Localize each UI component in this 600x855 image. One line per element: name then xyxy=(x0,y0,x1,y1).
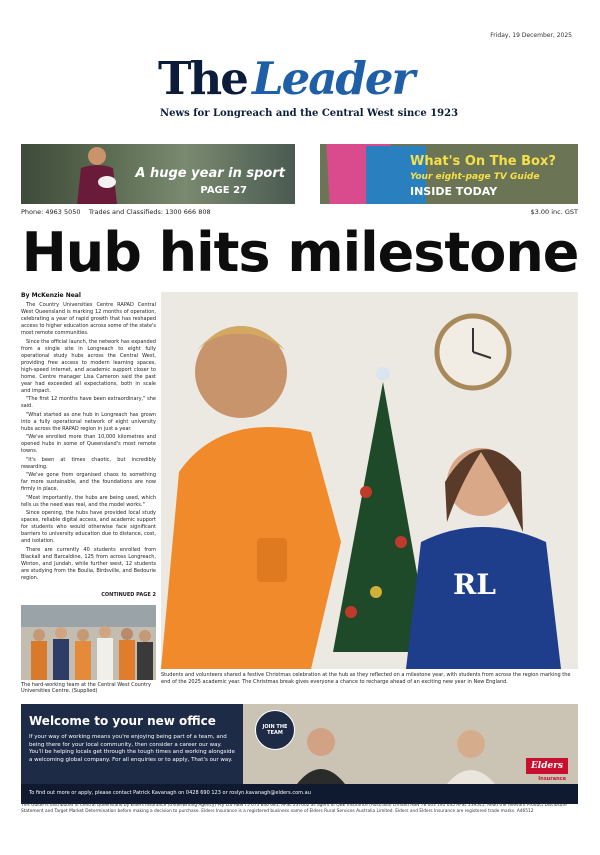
article-paragraph: "The first 12 months have been extraordinary," she said. xyxy=(21,396,156,409)
main-photo[interactable] xyxy=(161,292,578,669)
svg-text:RL: RL xyxy=(453,568,496,601)
promo-sport-page: PAGE 27 xyxy=(200,185,247,196)
promo-tv-inside: INSIDE TODAY xyxy=(410,185,498,198)
team-photo[interactable] xyxy=(21,605,156,680)
contact-bar xyxy=(21,208,578,216)
masthead[interactable] xyxy=(158,52,458,108)
main-photo-caption: Students and volunteers shared a festive Christmas celebration at the hub as they reflected on a milestone year, with students from across the region marking the end of the 2025 academic year. The Christmas break gives everyone a chance to recharge ahead of an exciting new year in New England. xyxy=(161,672,571,685)
issue-date: Friday, 19 December, 2025 xyxy=(490,32,572,39)
elders-logo: Elders xyxy=(526,758,568,774)
promo-sport[interactable] xyxy=(21,144,295,204)
continued-link[interactable]: CONTINUED PAGE 2 xyxy=(101,592,156,598)
promo-tv-sub: Your eight-page TV Guide xyxy=(410,172,540,182)
ad-title: Welcome to your new office xyxy=(29,714,216,728)
article-paragraph: "We've gone from organised chaos to something far more sustainable, and the foundations are now firmly in place. xyxy=(21,472,156,492)
article-body xyxy=(21,302,156,583)
masthead-tagline: News for Longreach and the Central West since 1923 xyxy=(160,108,459,119)
promo-sport-title: A huge year in sport xyxy=(135,166,285,181)
article-paragraph: Since the official launch, the network has expanded from a single site in Longreach to eight fully operational study hubs across the Central West, providing free access to modern learning spaces, high-speed internet, and academic support closer to home. Centre manager Lisa Cameron said the past year had exceeded all expectations, both in scale and impact. xyxy=(21,338,156,394)
promo-tv-title: What's On The Box? xyxy=(410,154,556,169)
article-paragraph: "Most importantly, the hubs are being used, which tells us the need was real, and the model works." xyxy=(21,494,156,508)
christmas-celebration-photo xyxy=(161,292,578,669)
ad-contact-text[interactable]: To find out more or apply, please contact Patrick Kavanagh on 0428 690 123 or roslyn.kavanagh@elders.com.au xyxy=(29,790,311,796)
byline: By McKenzie Neal xyxy=(21,292,81,299)
ad-fine-print: This Guide is distributed in Central Queensland by Elders Insurance (Underwriting Agency) Pty Ltd ABN 75 075 836 681, AFSL 237002 as agent of QBE Insurance (Australia) Limited ABN 78 003 191 035 AFSL 239545. Read the relevant Product Disclosure Statement and Target Market Determination before making a decision to purchase. Elders Insurance is a registered business name of Elders Rural Services Australia Limited. Elders and Elders Insurance are registered trade marks. A46512 xyxy=(21,803,567,814)
article-paragraph: The Country Universities Centre RAPAD Central West Queensland is marking 12 months of operation, celebrating a year of rapid growth that has reshaped access to higher education across some of the state's most remote communities. xyxy=(21,302,156,336)
rugby-player-photo xyxy=(59,144,135,204)
join-the-team-badge[interactable]: JOIN THE TEAM xyxy=(255,710,295,750)
headline[interactable]: Hub hits milestone xyxy=(21,221,579,284)
elders-advertisement[interactable] xyxy=(21,704,578,804)
elders-insurance-label: Insurance xyxy=(538,776,566,782)
article-paragraph: "We've enrolled more than 10,000 kilometres and opened hubs in some of Queensland's most remote towns. xyxy=(21,434,156,454)
ad-text-panel xyxy=(21,704,243,784)
article-paragraph: There are currently 40 students enrolled from Blackall and Barcaldine, 125 from across Longreach, Winton, and Jundah, while further west, 12 students are studying from the Boulia, Birdsville, and Bedourie region. xyxy=(21,546,156,581)
cover-price: $3.00 inc. GST xyxy=(530,208,578,216)
ad-contact-footer xyxy=(21,784,578,804)
masthead-the: The xyxy=(158,52,247,105)
ad-body: If your way of working means you're enjoying being part of a team, and being there for your local community, then consider a career our way. You'll be helping locals get through the tough times and working alongside a welcoming global company. For all enquiries or to apply, That's our way. xyxy=(29,734,235,763)
article-paragraph: "It's been at times chaotic, but incredibly rewarding. xyxy=(21,456,156,470)
article-paragraph: Since opening, the hubs have provided local study spaces, reliable digital access, and academic support for students who would otherwise face significant barriers to university education due to distance, cost, and isolation. xyxy=(21,510,156,544)
team-photo-image xyxy=(21,605,156,680)
article-paragraph: "What started as one hub in Longreach has grown into a fully operational network of eight university hubs across the RAPAD region in just a year. xyxy=(21,411,156,432)
team-photo-caption: The hard-working team at the Central West Country Universities Centre. (Supplied) xyxy=(21,682,151,694)
promo-tv-guide[interactable] xyxy=(320,144,578,204)
masthead-leader: Leader xyxy=(252,52,414,105)
phone-number: Phone: 4963 5050 xyxy=(21,208,81,216)
classifieds-number: Trades and Classifieds: 1300 666 808 xyxy=(88,208,211,216)
